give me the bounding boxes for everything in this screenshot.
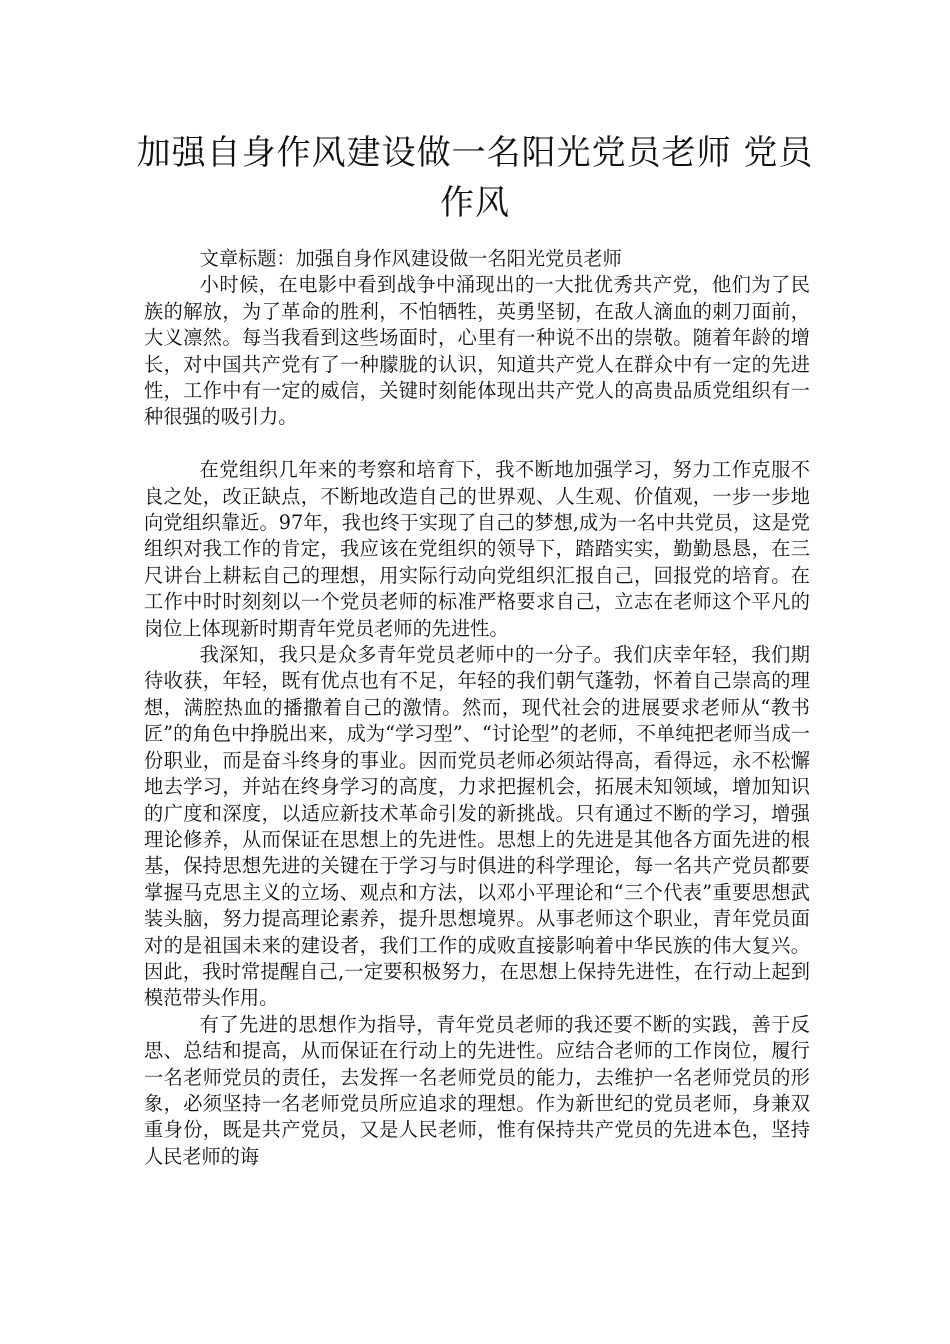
document-body bbox=[144, 246, 810, 1170]
article-title-line: 文章标题：加强自身作风建设做一名阳光党员老师 bbox=[199, 247, 622, 270]
paragraph-2: 在党组织几年来的考察和培育下，我不断地加强学习，努力工作克服不良之处，改正缺点，不断地改造自己的世界观、人生观、价值观，一步一步地向党组织靠近。97年，我也终于实现了自己的梦想,成为一名中共党员，这是党组织对我工作的肯定，我应该在党组织的领导下，踏踏实实，勤勤恳恳，在三尺讲台上耕耘自己的理想，用实际行动向党组织汇报自己，回报党的培育。在工作中时时刻刻以一个党员老师的标准严格要求自己，立志在老师这个平凡的岗位上体现新时期青年党员老师的先进性。 bbox=[144, 458, 810, 640]
paragraph-4: 有了先进的思想作为指导，青年党员老师的我还要不断的实践，善于反思、总结和提高，从而保证在行动上的先进性。应结合老师的工作岗位，履行一名老师党员的责任，去发挥一名老师党员的能力，去维护一名老师党员的形象，必须坚持一名老师党员所应追求的理想。作为新世纪的党员老师，身兼双重身份，既是共产党员，又是人民老师，惟有保持共产党员的先进本色，坚持人民老师的诲 bbox=[144, 1012, 810, 1168]
paragraph-1: 小时候，在电影中看到战争中涌现出的一大批优秀共产党，他们为了民族的解放，为了革命的胜利，不怕牺牲，英勇坚韧，在敌人滴血的刺刀面前，大义凛然。每当我看到这些场面时，心里有一种说不出的崇敬。随着年龄的增长，对中国共产党有了一种朦胧的认识，知道共产党人在群众中有一定的先进性，工作中有一定的威信，关键时刻能体现出共产党人的高贵品质党组织有一种很强的吸引力。 bbox=[144, 273, 810, 429]
document-title: 加强自身作风建设做一名阳光党员老师 党员作风 bbox=[136, 133, 814, 223]
paragraph-3: 我深知，我只是众多青年党员老师中的一分子。我们庆幸年轻，我们期待收获，年轻，既有优点也有不足，年轻的我们朝气蓬勃，怀着自己崇高的理想，满腔热血的播撒着自己的激情。然而，现代社会的进展要求老师从“教书匠”的角色中挣脱出来，成为“学习型”、“讨论型”的老师，不单纯把老师当成一份职业，而是奋斗终身的事业。因而党员老师必须站得高，看得远，永不松懈地去学习，并站在终身学习的高度，力求把握机会，拓展未知领域，增加知识的广度和深度，以适应新技术革命引发的新挑战。只有通过不断的学习，增强理论修养，从而保证在思想上的先进性。思想上的先进是其他各方面先进的根基，保持思想先进的关键在于学习与时俱进的科学理论，每一名共产党员都要掌握马克思主义的立场、观点和方法，以邓小平理论和“三个代表”重要思想武装头脑，努力提高理论素养，提升思想境界。从事老师这个职业，青年党员面对的是祖国未来的建设者，我们工作的成败直接影响着中华民族的伟大复兴。因此，我时常提醒自己,一定要积极努力，在思想上保持先进性，在行动上起到模范带头作用。 bbox=[144, 643, 810, 1010]
